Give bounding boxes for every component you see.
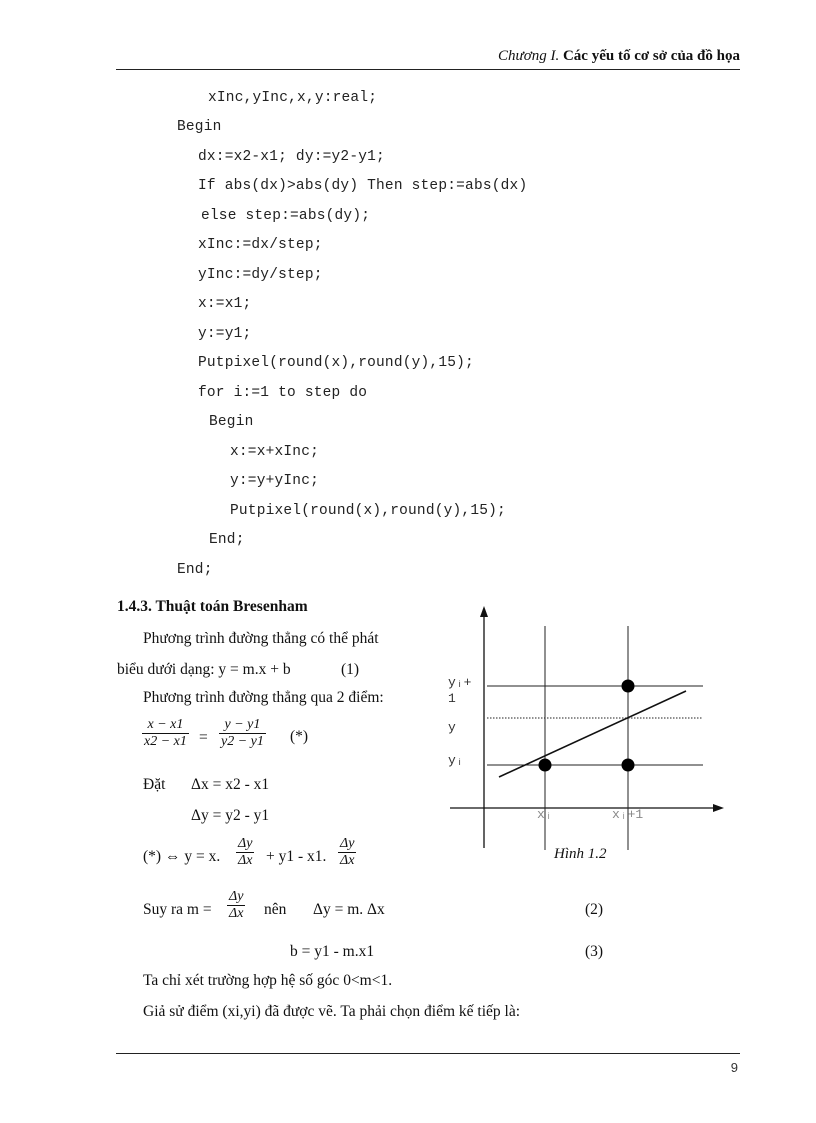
fraction-numerator: Δy (340, 836, 355, 851)
code-line: Putpixel(round(x),round(y),15); (198, 355, 474, 371)
equation-number: (3) (585, 943, 604, 960)
dat-label: Đặt (143, 776, 166, 793)
code-line: x:=x+xInc; (230, 444, 320, 460)
equivalence-middle: + y1 - x1. (266, 848, 327, 865)
header-chapter: Chương I. (498, 48, 560, 64)
point-xi-yi (539, 759, 552, 772)
fraction-denominator: Δx (229, 906, 244, 921)
code-line: dx:=x2-x1; dy:=y2-y1; (198, 149, 385, 165)
code-line: Begin (177, 119, 222, 135)
equals-sign: = (199, 729, 208, 746)
paragraph-line: Phương trình đường thẳng có thể phát (143, 630, 379, 647)
fraction-numerator: Δy (238, 836, 253, 851)
y-axis-arrow (480, 606, 488, 617)
code-line: Begin (209, 414, 254, 430)
dx-definition: Δx = x2 - x1 (191, 776, 270, 793)
footer-rule (116, 1053, 740, 1054)
fraction-denominator: Δx (340, 853, 355, 868)
label-y: y (448, 720, 456, 735)
label-yi1-suffix: 1 (448, 691, 456, 706)
page-number: 9 (730, 1060, 738, 1075)
paragraph-line: Giả sử điểm (xi,yi) đã được vẽ. Ta phải chọn điểm kế tiếp là: (143, 1003, 521, 1020)
paragraph-line: biểu dưới dạng: y = m.x + b (117, 661, 291, 678)
dy-definition: Δy = y2 - y1 (191, 807, 270, 824)
code-line: y:=y+yInc; (230, 473, 320, 489)
fraction-numerator: y − y1 (224, 717, 261, 732)
figure-caption: Hình 1.2 (554, 846, 607, 862)
code-line: else step:=abs(dy); (201, 208, 371, 224)
point-xi1-yi1 (622, 680, 635, 693)
code-line: y:=y1; (198, 326, 252, 342)
code-line: End; (177, 562, 213, 578)
code-line: yInc:=dy/step; (198, 267, 323, 283)
code-line: End; (209, 532, 245, 548)
nen-label: nên (264, 901, 287, 918)
fraction-denominator: x2 − x1 (144, 734, 187, 749)
code-line: Putpixel(round(x),round(y),15); (230, 503, 506, 519)
paragraph-line: Phương trình đường thẳng qua 2 điểm: (143, 689, 384, 706)
equation-number: (2) (585, 901, 604, 918)
label-yi1: yᵢ+ (448, 675, 472, 690)
label-xi: xᵢ (537, 807, 553, 822)
x-axis-arrow (713, 804, 724, 812)
code-line: x:=x1; (198, 296, 252, 312)
point-xi1-yi (622, 759, 635, 772)
section-heading: 1.4.3. Thuật toán Bresenham (117, 598, 308, 615)
paragraph-line: Ta chỉ xét trường hợp hệ số góc 0<m<1. (143, 972, 393, 989)
dy-equation: Δy = m. Δx (313, 901, 385, 918)
equation-number: (1) (341, 661, 360, 678)
equivalence-prefix: (*) ⇔ y = x. (143, 848, 221, 865)
equation-star: (*) (290, 728, 309, 745)
header-title: Các yếu tố cơ sở của đồ họa (562, 48, 740, 64)
code-line: xInc,yInc,x,y:real; (208, 90, 378, 106)
suy-ra-label: Suy ra m = (143, 901, 212, 918)
code-line: If abs(dx)>abs(dy) Then step:=abs(dx) (198, 178, 528, 194)
fraction-numerator: x − x1 (147, 717, 184, 732)
fraction-numerator: Δy (229, 889, 244, 904)
fraction-denominator: y2 − y1 (221, 734, 264, 749)
b-equation: b = y1 - m.x1 (290, 943, 375, 960)
code-line: for i:=1 to step do (198, 385, 368, 401)
fraction-denominator: Δx (238, 853, 253, 868)
label-xi1: xᵢ+1 (612, 807, 644, 822)
label-yi: yᵢ (448, 753, 464, 768)
line-segment (499, 691, 686, 777)
code-line: xInc:=dx/step; (198, 237, 323, 253)
